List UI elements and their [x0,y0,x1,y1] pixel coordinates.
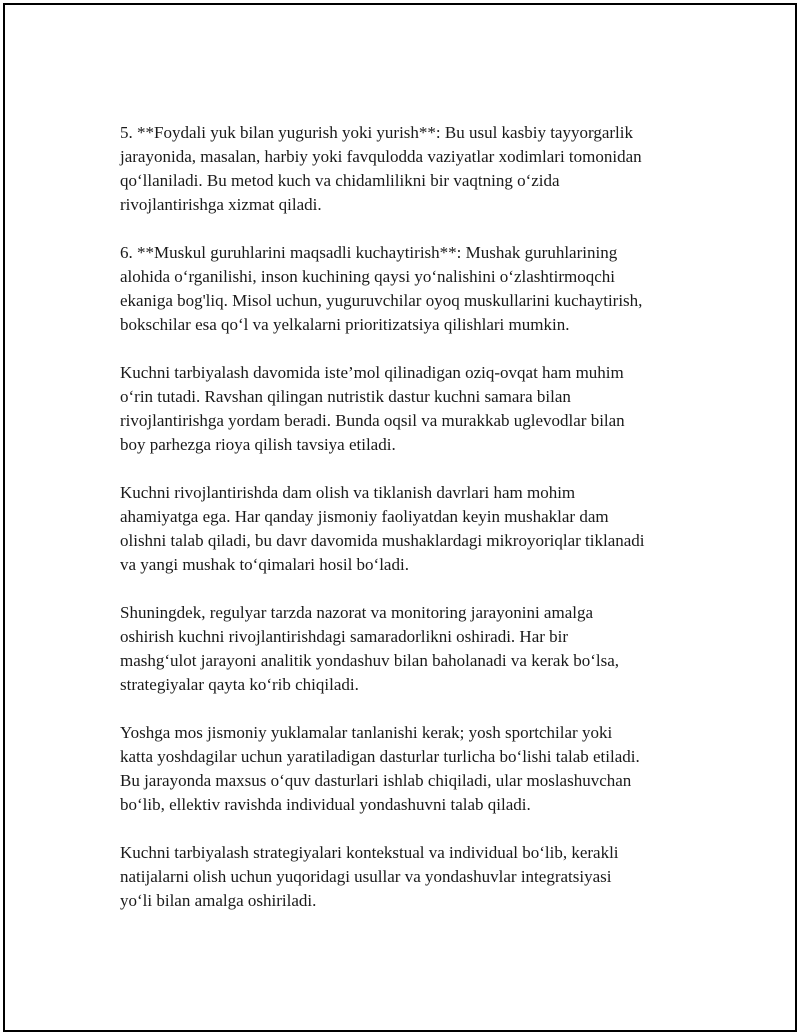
text-line: ekaniga bog'liq. Misol uchun, yuguruvchilar oyoq muskullarini kuchaytirish, [120,291,643,310]
text-line: o‘rin tutadi. Ravshan qilingan nutristik dastur kuchni samara bilan [120,387,571,406]
text-line: qo‘llaniladi. Bu metod kuch va chidamlilikni bir vaqtning o‘zida [120,171,560,190]
paragraph-age-loads [120,721,710,817]
paragraph-nutrition [120,361,710,457]
text-line: alohida o‘rganilishi, inson kuchining qaysi yo‘nalishini o‘zlashtirmoqchi [120,267,615,286]
text-line: Kuchni rivojlantirishda dam olish va tiklanish davrlari ham mohim [120,483,576,502]
text-line: mashg‘ulot jarayoni analitik yondashuv bilan baholanadi va kerak bo‘lsa, [120,651,620,670]
text-line: olishni talab qiladi, bu davr davomida mushaklardagi mikroyoriqlar tiklanadi [120,531,645,550]
text-line: natijalarni olish uchun yuqoridagi usullar va yondashuvlar integratsiyasi [120,867,612,886]
paragraph-muscle-groups [120,241,710,337]
text-line: katta yoshdagilar uchun yaratiladigan dasturlar turlicha bo‘lishi talab etiladi. [120,747,640,766]
text-line: rivojlantirishga yordam beradi. Bunda oqsil va murakkab uglevodlar bilan [120,411,625,430]
text-line: ahamiyatga ega. Har qanday jismoniy faoliyatdan keyin mushaklar dam [120,507,609,526]
text-line: yo‘li bilan amalga oshiriladi. [120,891,317,910]
text-line: Kuchni tarbiyalash davomida iste’mol qilinadigan oziq-ovqat ham muhim [120,363,624,382]
paragraph-conclusion [120,841,710,913]
text-line: bo‘lib, ellektiv ravishda individual yondashuvni talab qiladi. [120,795,531,814]
page-frame [3,3,797,1032]
paragraph-recovery [120,481,710,577]
text-line: jarayonida, masalan, harbiy yoki favqulodda vaziyatlar xodimlari tomonidan [120,147,642,166]
document-body [120,121,710,937]
text-line: Bu jarayonda maxsus o‘quv dasturlari ishlab chiqiladi, ular moslashuvchan [120,771,632,790]
paragraph-weighted-running [120,121,710,217]
text-line: oshirish kuchni rivojlantirishdagi samaradorlikni oshiradi. Har bir [120,627,569,646]
text-line: bokschilar esa qo‘l va yelkalarni prioritizatsiya qilishlari mumkin. [120,315,570,334]
text-line: 6. **Muskul guruhlarini maqsadli kuchaytirish**: Mushak guruhlarining [120,243,618,262]
text-line: Yoshga mos jismoniy yuklamalar tanlanishi kerak; yosh sportchilar yoki [120,723,613,742]
text-line: strategiyalar qayta ko‘rib chiqiladi. [120,675,359,694]
text-line: Kuchni tarbiyalash strategiyalari kontekstual va individual bo‘lib, kerakli [120,843,619,862]
text-line: Shuningdek, regulyar tarzda nazorat va monitoring jarayonini amalga [120,603,594,622]
text-line: va yangi mushak to‘qimalari hosil bo‘ladi. [120,555,409,574]
text-line: 5. **Foydali yuk bilan yugurish yoki yurish**: Bu usul kasbiy tayyorgarlik [120,123,633,142]
paragraph-monitoring [120,601,710,697]
text-line: boy parhezga rioya qilish tavsiya etiladi. [120,435,396,454]
text-line: rivojlantirishga xizmat qiladi. [120,195,322,214]
